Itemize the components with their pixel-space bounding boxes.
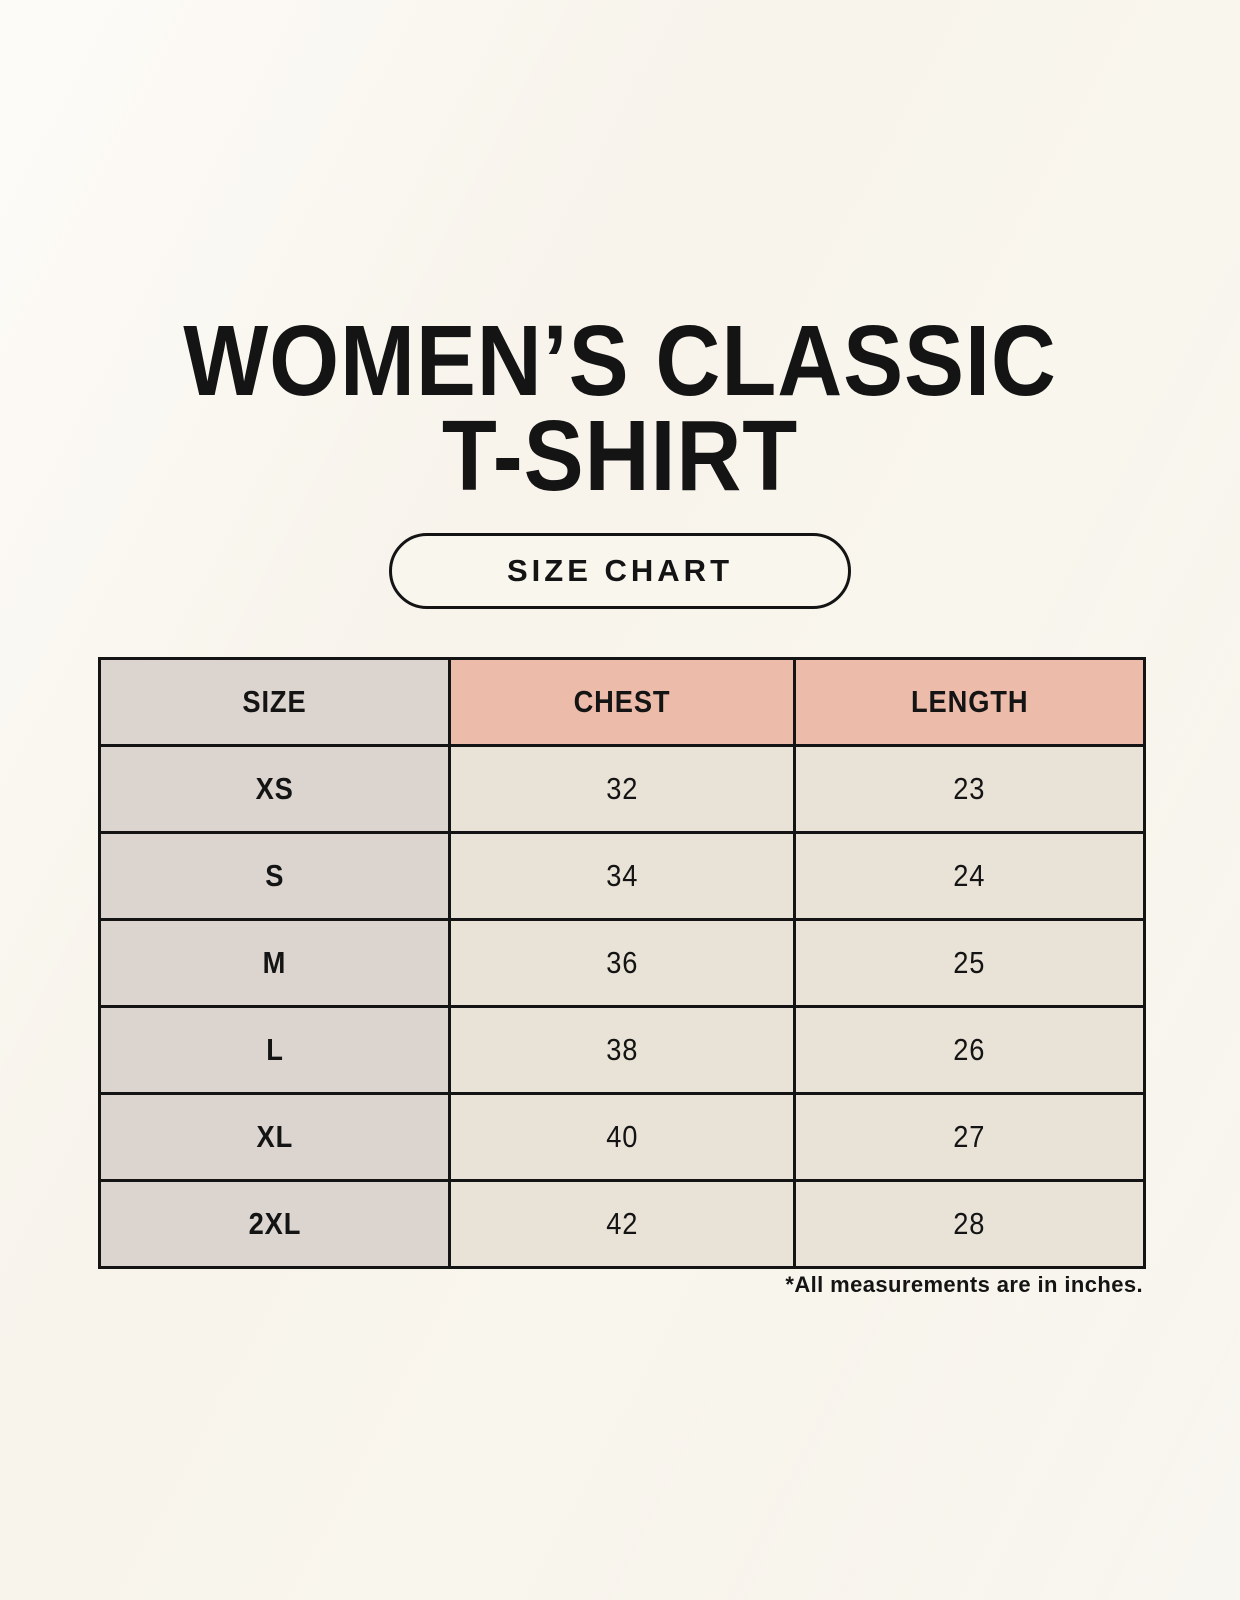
- size-cell: 2XL: [100, 1181, 450, 1268]
- table-row: [100, 1007, 1145, 1094]
- size-chart-table: [98, 657, 1146, 1269]
- length-cell: 23: [795, 746, 1145, 833]
- table-row: [100, 1181, 1145, 1268]
- length-cell: 25: [795, 920, 1145, 1007]
- length-cell: 27: [795, 1094, 1145, 1181]
- measurements-footnote: *All measurements are in inches.: [785, 1272, 1143, 1297]
- size-cell: L: [100, 1007, 450, 1094]
- column-header-chest: CHEST: [450, 659, 795, 746]
- chest-cell: 34: [450, 833, 795, 920]
- chest-cell: 40: [450, 1094, 795, 1181]
- column-header-size: SIZE: [100, 659, 450, 746]
- table-row: [100, 746, 1145, 833]
- chest-cell: 36: [450, 920, 795, 1007]
- chest-cell: 42: [450, 1181, 795, 1268]
- table-row: [100, 920, 1145, 1007]
- size-chart-button[interactable]: [389, 533, 851, 609]
- table-row: [100, 1094, 1145, 1181]
- size-cell: S: [100, 833, 450, 920]
- table-row: [100, 833, 1145, 920]
- size-chart-button-label: SIZE CHART: [507, 553, 733, 588]
- length-cell: 26: [795, 1007, 1145, 1094]
- chest-cell: 32: [450, 746, 795, 833]
- size-cell: XL: [100, 1094, 450, 1181]
- chest-cell: 38: [450, 1007, 795, 1094]
- table-header-row: [100, 659, 1145, 746]
- length-cell: 28: [795, 1181, 1145, 1268]
- length-cell: 24: [795, 833, 1145, 920]
- size-cell: XS: [100, 746, 450, 833]
- page-title-line2: T-SHIRT: [441, 400, 799, 512]
- size-cell: M: [100, 920, 450, 1007]
- page-title-line1: WOMEN’S CLASSIC: [183, 305, 1057, 417]
- column-header-length: LENGTH: [795, 659, 1145, 746]
- page-title: [62, 305, 1178, 512]
